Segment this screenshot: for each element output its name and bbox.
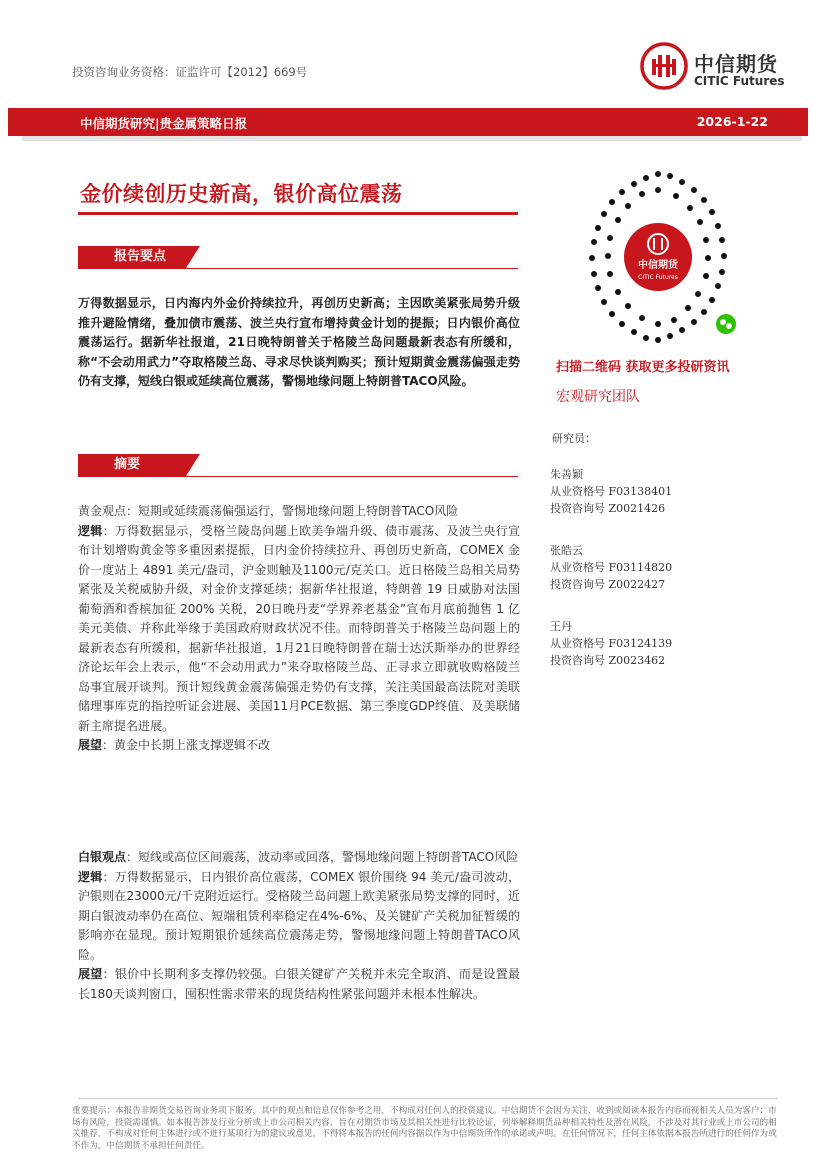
researcher-name: 张皓云 [550, 544, 583, 557]
researcher-license: 从业资格号 F03124139 [550, 637, 673, 650]
qualification-text: 投资咨询业务资格：证监许可【2012】669号 [72, 65, 308, 79]
silver-logic-label: 逻辑 [78, 869, 103, 884]
silver-outlook [78, 965, 520, 1004]
citic-logo-icon [640, 42, 688, 90]
silver-logic-text: ：万得数据显示，日内银价高位震荡，COMEX 银价围绕 94 美元/盎司波动，沪银则在23000元/千克附近运行。受格陵兰岛问题上欧美紧张局势支撑的同时，近期白银波动率仍在高位、短端租赁利率稳定在4%-6%、及关键矿产关税加征暂缓的影响亦在显现。预计短期银价延续高位震荡走势，警惕地缘问题上特朗普TACO风险。 [78, 869, 520, 962]
gold-outlook-text: ：黄金中长期上涨支撑逻辑不改 [102, 738, 271, 752]
section-tag-key-points: 报告要点 [78, 246, 186, 268]
key-points-text: 万得数据显示，日内海内外金价持续拉升，再创历史新高；主因欧美紧张局势升级推升避险情绪，叠加债市震荡、波兰央行宣布增持黄金计划的提振；日内银价高位震荡运行。据新华社报道，21日晚特朗普关于格陵兰岛问题最新表态有所缓和，称“不会动用武力”夺取格陵兰岛、寻求尽快谈判购买；预计短期黄金震荡偏强走势仍有支撑，短线白银或延续高位震荡，警惕地缘问题上特朗普TACO风险。 [78, 296, 520, 388]
silver-outlook-text: ：银价中长期利多支撑仍较强。白银关键矿产关税并未完全取消、而是设置最长180天谈判窗口，囤积性需求带来的现货结构性紧张问题并未根本性解决。 [78, 967, 520, 1001]
researcher-consult-id: 投资咨询号 Z0021426 [550, 502, 666, 515]
section-divider [78, 476, 518, 477]
company-logo [640, 42, 810, 98]
gold-outlook [78, 736, 520, 756]
gold-logic-label: 逻辑 [78, 523, 103, 538]
disclaimer-text: 重要提示：本报告非期货交易咨询业务项下服务，其中的观点和信息仅作参考之用，不构成对任何人的投资建议。中信期货不会因为关注、收到或阅读本报告内容而视相关人员为客户；市场有风险，投资需谨慎。如本报告涉及行业分析或上市公司相关内容，旨在对期货市场及其相关性进行比较论证，列举解释期货品种相关特性及潜在风险，不涉及对其行业或上市公司的相关推荐，不构成对任何主体进行或不进行某项行为的建议或意见，不得将本报告的任何内容据以作为中信期货所作的承诺或声明。在任何情况下，任何主体依据本报告所进行的任何作为或不作为，中信期货不承担任何责任。 [72, 1106, 777, 1151]
researcher-consult-id: 投资咨询号 Z0022427 [550, 578, 666, 591]
gold-logic [78, 522, 520, 737]
report-banner [8, 108, 814, 140]
banner-date: 2026-1-22 [696, 114, 768, 129]
section-tag-abstract: 摘要 [78, 454, 186, 476]
researcher-name: 朱善颖 [550, 468, 583, 481]
footer-divider [78, 1098, 778, 1099]
qr-code-icon[interactable] [558, 168, 758, 350]
researcher-license: 从业资格号 F03114820 [550, 561, 673, 574]
silver-analysis [78, 848, 520, 1004]
banner-title: 中信期货研究|贵金属策略日报 [80, 116, 248, 131]
researcher-card [550, 542, 672, 593]
svg-text:CITIC Futures: CITIC Futures [638, 274, 678, 281]
silver-view-label: 白银观点 [78, 850, 127, 864]
researcher-card [550, 466, 672, 517]
report-headline: 金价续创历史新高，银价高位震荡 [80, 182, 403, 206]
researcher-card [550, 618, 672, 669]
silver-view [78, 848, 520, 868]
silver-view-text: ：短线或高位区间震荡，波动率或回落，警惕地缘问题上特朗普TACO风险 [126, 850, 519, 864]
researcher-license: 从业资格号 F03138401 [550, 485, 673, 498]
researcher-consult-id: 投资咨询号 Z0023462 [550, 654, 666, 667]
silver-outlook-label: 展望 [78, 967, 103, 981]
researchers-label: 研究员： [552, 432, 596, 445]
researcher-name: 王丹 [550, 620, 572, 633]
logo-english-name: CITIC Futures [694, 74, 785, 88]
logo-chinese-name: 中信期货 [694, 52, 778, 76]
gold-logic-text: ：万得数据显示，受格兰陵岛问题上欧美争端升级、债市震荡、及波兰央行宣布计划增购黄金等多重因素提振，日内金价持续拉升、再创历史新高，COMEX 金价一度站上 4891 美元/盎司，沪金则触及1100元/克关口。近日格陵兰岛相关局势紧张及关税威胁升级，对金价支撑延续；据新华社报道，特朗普 19 日威胁对法国葡萄酒和香槟加征 200% 关税，20日晚丹麦“学界养老基金”宣布月底前抛售 1 亿美元美债、并称此举缘于美国政府财政状况不佳。而特朗普关于格陵兰岛问题上的最新表态有所缓和，据新华社报道，1月21日晚特朗普在瑞士达沃斯举办的世界经济论坛年会上表示，他“不会动用武力”来夺取格陵兰岛、正寻求立即就收购格陵兰岛事宜展开谈判。预计短线黄金震荡偏强走势仍有支撑，关注美国最高法院对美联储理事库克的指控听证会进展、美国11月PCE数据、第三季度GDP终值、及美联储新主席提名进展。 [78, 523, 520, 733]
silver-logic [78, 868, 520, 966]
gold-analysis [78, 502, 520, 756]
svg-text:中信期货: 中信期货 [638, 260, 678, 271]
headline-divider [78, 212, 518, 215]
research-team-name: 宏观研究团队 [556, 389, 640, 405]
section-divider [78, 268, 518, 269]
gold-view: 黄金观点：短期或延续震荡偏强运行，警惕地缘问题上特朗普TACO风险 [78, 504, 459, 518]
qr-caption: 扫描二维码 获取更多投研资讯 [556, 360, 730, 375]
gold-outlook-label: 展望 [78, 738, 103, 752]
